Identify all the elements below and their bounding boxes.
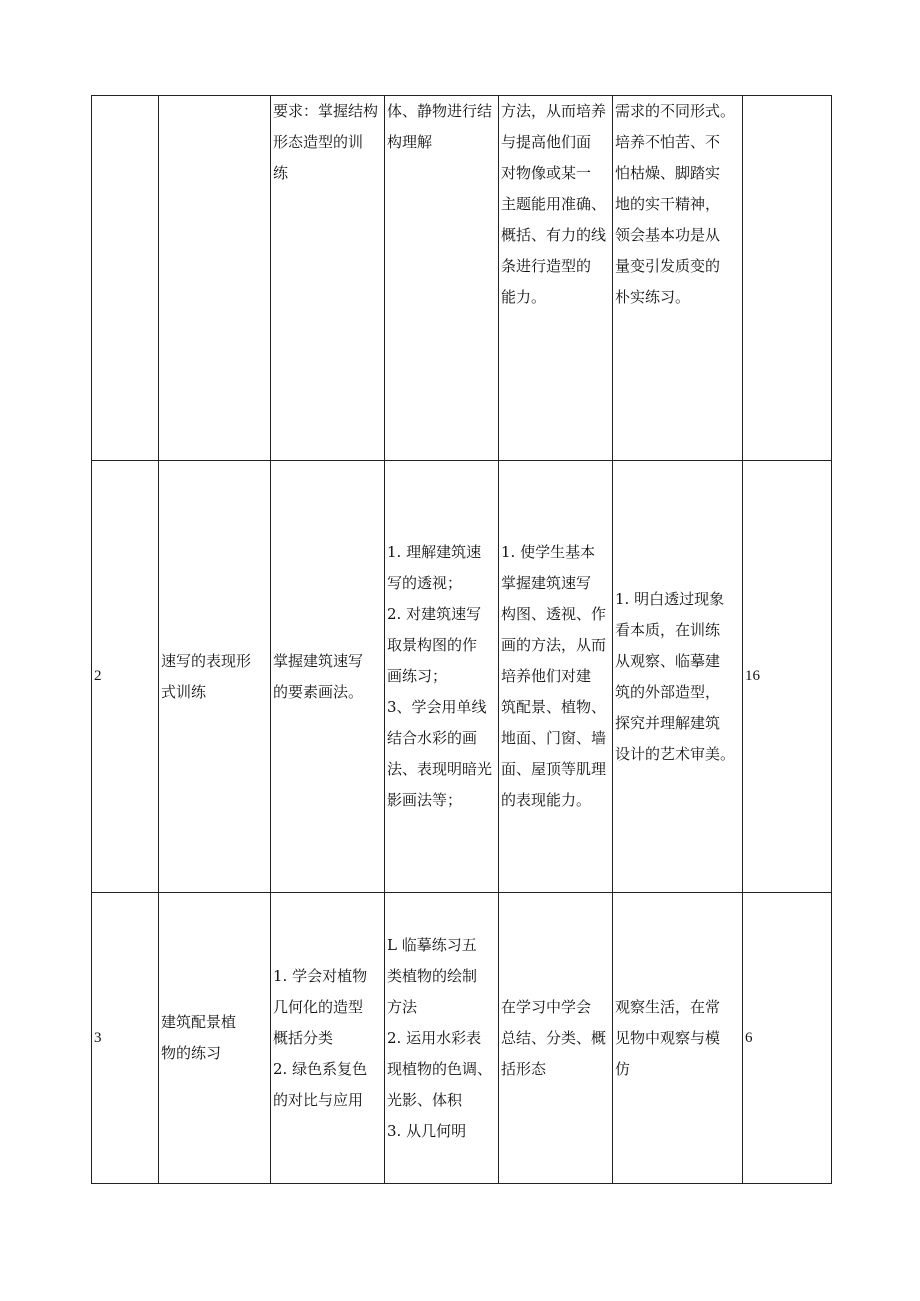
row-number (92, 96, 159, 461)
teaching-content: L 临摹练习五 类植物的绘制 方法 2. 运用水彩表 现植物的色调、 光影、体积 3. 从几何明 (385, 893, 499, 1184)
teaching-requirement: 1. 学会对植物 几何化的造型 概括分类 2. 绿色系复色 的对比与应用 (271, 893, 385, 1184)
unit-title: 建筑配景植 物的练习 (159, 893, 271, 1184)
row-number: 2 (92, 461, 159, 893)
syllabus-table (91, 95, 832, 1184)
ideological-element: 需求的不同形式。 培养不怕苦、不 怕枯燥、脚踏实 地的实干精神， 领会基本功是从 量变引发质变的 朴实练习。 (613, 96, 743, 461)
ideological-element: 观察生活，在常 见物中观察与模 仿 (613, 893, 743, 1184)
unit-title: 速写的表现形 式训练 (159, 461, 271, 893)
table-row (92, 96, 832, 461)
ideological-element: 1. 明白透过现象 看本质，在训练 从观察、临摹建 筑的外部造型， 探究并理解建筑 设计的艺术审美。 (613, 461, 743, 893)
teaching-content: 体、静物进行结 构理解 (385, 96, 499, 461)
row-number: 3 (92, 893, 159, 1184)
teaching-requirement: 要求：掌握结构 形态造型的训 练 (271, 96, 385, 461)
teaching-content: 1. 理解建筑速 写的透视； 2. 对建筑速写 取景构图的作 画练习； 3、学会用单线 结合水彩的画 法、表现明暗光 影画法等； (385, 461, 499, 893)
class-hours: 16 (743, 461, 832, 893)
teaching-objective: 1. 使学生基本 掌握建筑速写 构图、透视、作 画的方法，从而 培养他们对建 筑配景、植物、 地面、门窗、墙 面、屋顶等肌理 的表现能力。 (499, 461, 613, 893)
table-row (92, 461, 832, 893)
table-row (92, 893, 832, 1184)
teaching-objective: 在学习中学会 总结、分类、概 括形态 (499, 893, 613, 1184)
class-hours: 6 (743, 893, 832, 1184)
teaching-objective: 方法，从而培养 与提高他们面 对物像或某一 主题能用准确、 概括、有力的线 条进行造型的 能力。 (499, 96, 613, 461)
teaching-requirement: 掌握建筑速写 的要素画法。 (271, 461, 385, 893)
unit-title (159, 96, 271, 461)
class-hours (743, 96, 832, 461)
